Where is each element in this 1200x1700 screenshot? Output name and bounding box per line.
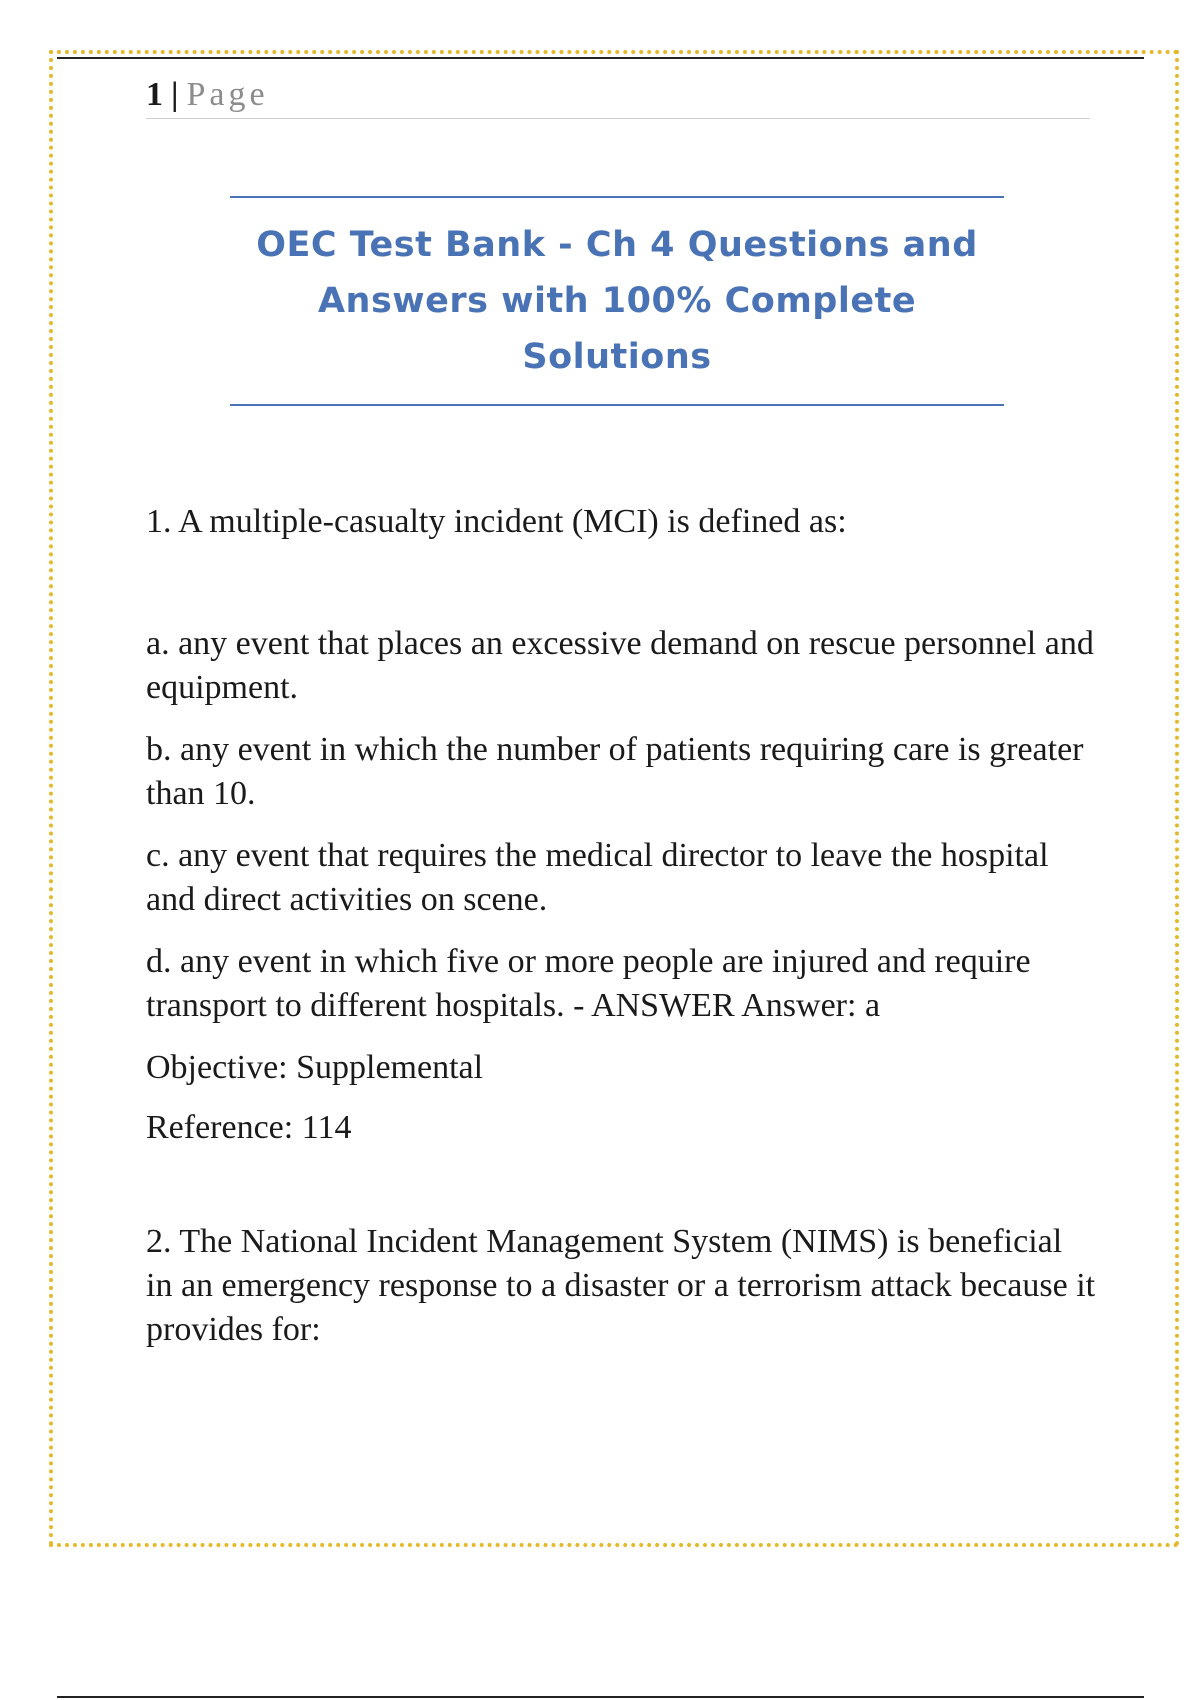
page-separator: | — [171, 76, 179, 113]
document-body — [146, 500, 1096, 1352]
document-title: OEC Test Bank - Ch 4 Questions and Answers with 100% Complete Solutions — [256, 225, 978, 377]
page-label: Page — [186, 76, 269, 113]
page-header — [146, 72, 1090, 119]
page-number: 1 — [146, 76, 163, 113]
question-1-reference: Reference: 114 — [146, 1109, 352, 1146]
question-1-objective: Objective: Supplemental — [146, 1049, 484, 1086]
bottom-rule — [57, 1696, 1144, 1698]
title-block — [230, 196, 1004, 406]
question-1-option-b: b. any event in which the number of patients requiring care is greater than 10. — [146, 731, 1084, 812]
question-1-stem: 1. A multiple-casualty incident (MCI) is defined as: — [146, 503, 847, 540]
question-1-option-c: c. any event that requires the medical director to leave the hospital and direct activities on scene. — [146, 837, 1049, 918]
question-1-option-d: d. any event in which five or more people are injured and require transport to different hospitals. - ANSWER Answer: a — [146, 943, 1031, 1024]
question-2-stem: 2. The National Incident Management System (NIMS) is beneficial in an emergency response to a disaster or a terrorism attack because it provides for: — [146, 1223, 1096, 1348]
top-rule — [57, 57, 1144, 59]
question-1-option-a: a. any event that places an excessive demand on rescue personnel and equipment. — [146, 625, 1094, 706]
